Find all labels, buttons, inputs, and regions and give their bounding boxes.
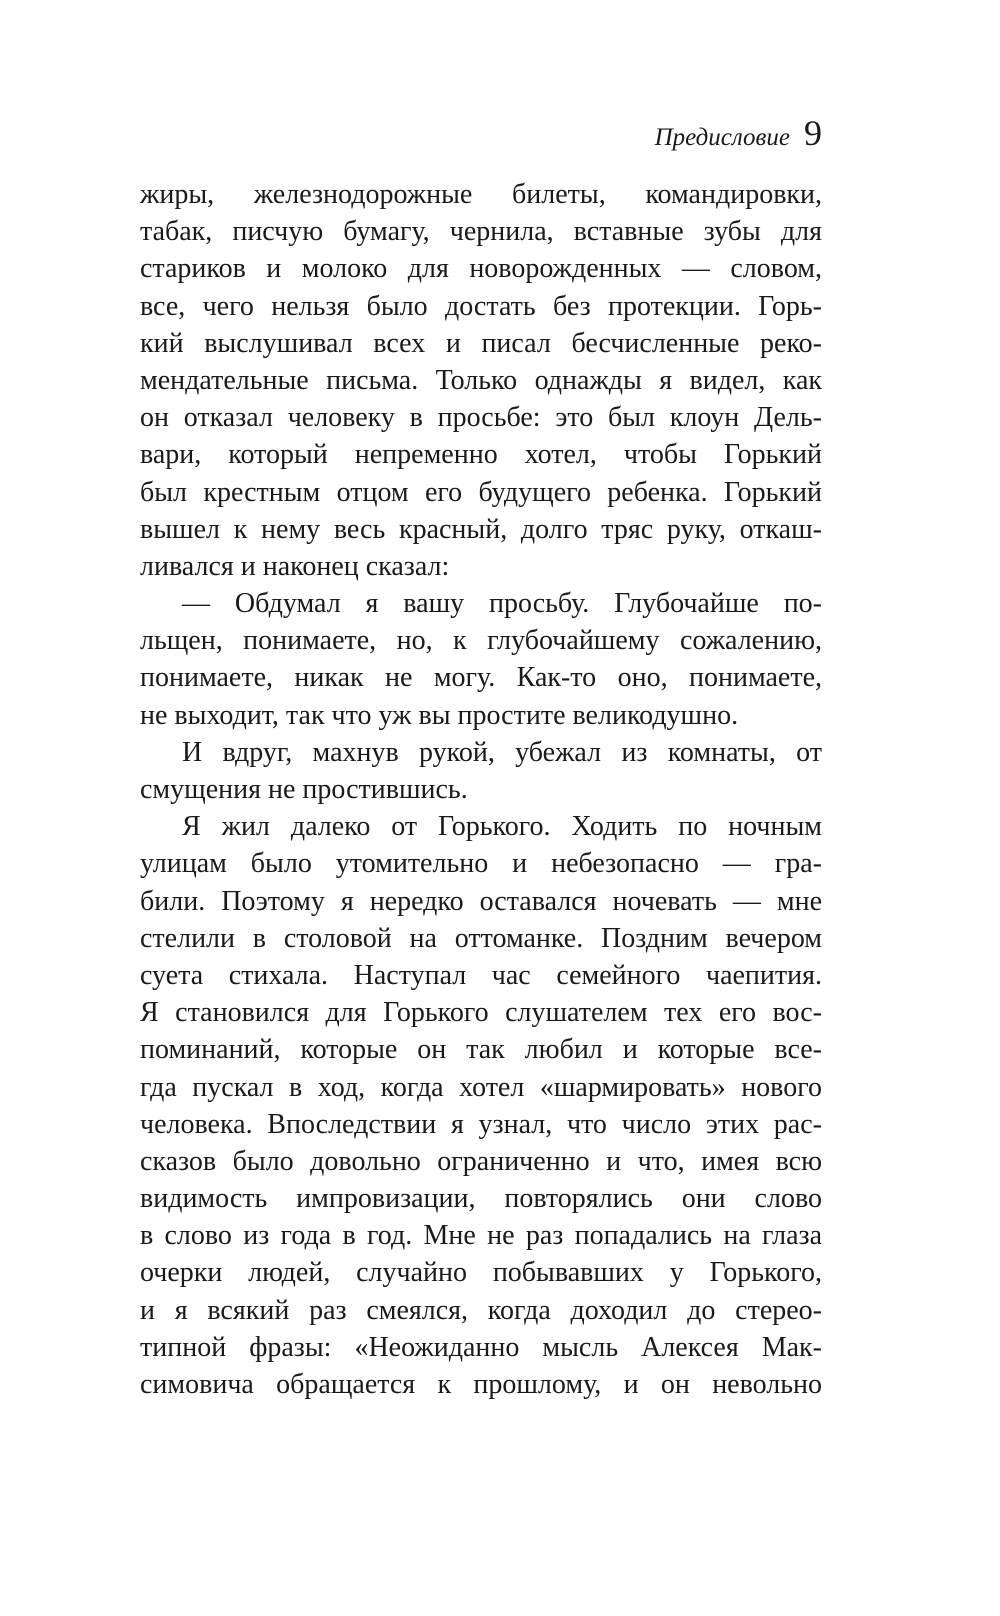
text-line: гда пускал в ход, когда хотел «шармировать» нового [140,1071,822,1103]
text-line: и я всякий раз смеялся, когда доходил до стерео- [140,1294,822,1326]
running-head [140,112,822,154]
text-line: стелили в столовой на оттоманке. Поздним вечером [140,922,822,954]
text-line: льщен, понимаете, но, к глубочайшему сожалению, [140,625,822,657]
text-line: И вдруг, махнув рукой, убежал из комнаты, от [182,736,822,768]
text-line: видимость импровизации, повторялись они слово [140,1183,822,1215]
page-number: 9 [804,113,822,153]
text-line: Я становился для Горького слушателем тех его вос- [140,997,822,1029]
text-line: не выходит, так что уж вы простите великодушно. [140,699,739,731]
text-line: типной фразы: «Неожиданно мысль Алексея Мак- [140,1331,822,1363]
text-line: он отказал человеку в просьбе: это был клоун Дель- [140,402,822,434]
body-text [140,176,822,1403]
text-line: кий выслушивал всех и писал бесчисленные реко- [140,327,822,359]
text-line: смущения не простившись. [140,774,468,805]
section-title: Предисловие [654,124,790,151]
text-line: Я жил далеко от Горького. Ходить по ночным [182,811,822,843]
text-line: все, чего нельзя было достать без протекции. Горь- [140,290,822,322]
text-line: поминаний, которые он так любил и которые все- [140,1034,822,1066]
text-line: был крестным отцом его будущего ребенка. Горький [140,476,822,508]
text-line: человека. Впоследствии я узнал, что число этих рас- [140,1108,822,1140]
text-line: стариков и молоко для новорожденных — словом, [140,253,822,285]
text-line: мендательные письма. Только однажды я видел, как [140,364,822,396]
text-line: табак, писчую бумагу, чернила, вставные зубы для [140,216,822,248]
text-line: сказов было довольно ограниченно и что, имея всю [140,1145,822,1177]
text-line: понимаете, никак не могу. Как-то оно, понимаете, [140,662,822,694]
text-line: вышел к нему весь красный, долго тряс руку, откаш- [140,513,822,545]
text-line: — Обдумал я вашу просьбу. Глубочайше по- [182,588,822,620]
text-line: били. Поэтому я нередко оставался ночевать — мне [140,885,822,917]
text-line: суета стихала. Наступал час семейного чаепития. [140,959,822,991]
text-line: в слово из года в год. Мне не раз попадались на глаза [140,1220,822,1252]
text-line: симовича обращается к прошлому, и он невольно [140,1369,822,1400]
text-line: жиры, железнодорожные билеты, командировки, [140,179,822,210]
text-line: улицам было утомительно и небезопасно — гра- [140,848,822,880]
text-line: ливался и наконец сказал: [140,550,450,582]
text-line: вари, который непременно хотел, чтобы Горький [140,439,822,471]
text-line: очерки людей, случайно побывавших у Горького, [140,1257,822,1289]
